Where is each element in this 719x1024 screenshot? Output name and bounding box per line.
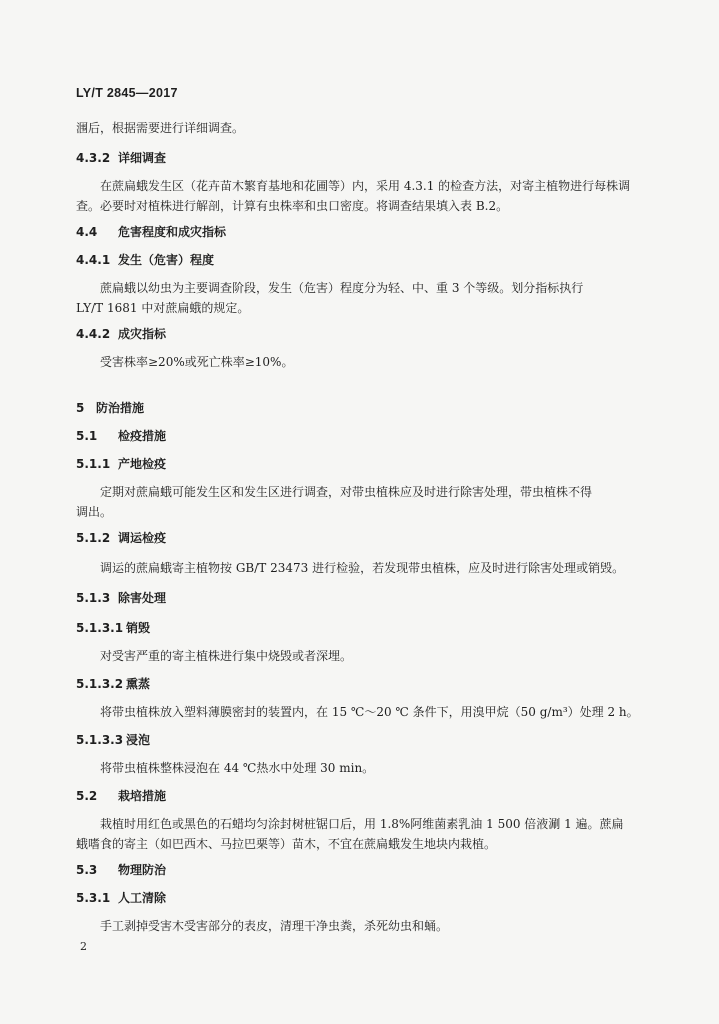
section-heading [76,860,166,880]
paragraph [76,352,638,372]
section-title: 危害程度和成灾指标 [118,225,227,239]
section-title: 物理防治 [118,863,167,877]
section-title: 详细调查 [118,151,167,165]
section-title: 熏蒸 [126,677,151,691]
paragraph [76,558,638,578]
paragraph-line: 涠后，根据需要进行详细调查。 [76,121,245,135]
paragraph-line: 受害株率≥20%或死亡株率≥10%。 [100,355,294,369]
section-heading [76,250,214,270]
section-heading [76,888,166,908]
paragraph-line: 在蔗扁蛾发生区（花卉苗木繁育基地和花圃等）内，采用 4.3.1 的检查方法，对寄主植物进行每株调 [100,179,631,193]
paragraph-line: LY/T 1681 中对蔗扁蛾的规定。 [76,301,250,315]
section-heading [76,222,226,242]
section-number: 5.1.3.3 [76,733,124,747]
section-title: 检疫措施 [118,429,167,443]
section-title: 发生（危害）程度 [118,253,215,267]
paragraph [76,646,638,666]
paragraph [76,758,638,778]
section-title: 产地检疫 [118,457,167,471]
paragraph [76,118,638,138]
section-number: 5.2 [76,789,98,803]
paragraph-line: 手工剥掉受害木受害部分的表皮，清理干净虫粪，杀死幼虫和蛹。 [100,919,449,933]
section-title: 除害处理 [118,591,167,605]
section-title: 调运检疫 [118,531,167,545]
section-number: 4.4.2 [76,327,111,341]
section-title: 浸泡 [126,733,151,747]
paragraph-line: 将带虫植株放入塑料薄膜密封的装置内，在 15 ℃～20 ℃ 条件下，用溴甲烷（50 g/m³）处理 2 h。 [100,705,639,719]
section-heading [76,618,150,638]
section-number: 5 [76,401,85,415]
section-number: 5.1.1 [76,457,111,471]
section-number: 5.3 [76,863,98,877]
section-heading [76,528,166,548]
section-title: 人工清除 [118,891,167,905]
section-heading [76,730,150,750]
paragraph-line: 查。必要时对植株进行解剖，计算有虫株率和虫口密度。将调查结果填入表 B.2。 [76,199,509,213]
section-number: 5.1.2 [76,531,111,545]
section-number: 5.1.3.2 [76,677,124,691]
section-title: 成灾指标 [118,327,167,341]
paragraph-line: 对受害严重的寄主植株进行集中烧毁或者深埋。 [100,649,353,663]
section-number: 4.3.2 [76,151,111,165]
paragraph [76,916,638,936]
paragraph-line: 栽植时用红色或黑色的石蜡均匀涂封树桩锯口后，用 1.8%阿维菌素乳油 1 500 倍液涮 1 遍。蔗扁 [100,817,624,831]
paragraph [76,176,638,216]
section-heading [76,426,166,446]
section-number: 5.1.3.1 [76,621,124,635]
section-title: 防治措施 [96,401,145,415]
section-number: 5.1 [76,429,98,443]
section-number: 4.4 [76,225,98,239]
paragraph-line: 调运的蔗扁蛾寄主植物按 GB/T 23473 进行检验，若发现带虫植株，应及时进行除害处理或销毁。 [100,561,625,575]
paragraph-line: 蔗扁蛾以幼虫为主要调查阶段，发生（危害）程度分为轻、中、重 3 个等级。划分指标执行 [100,281,584,295]
paragraph-line: 蛾嗜食的寄主（如巴西木、马拉巴栗等）苗木，不宜在蔗扁蛾发生地块内栽植。 [76,837,497,851]
paragraph-line: 调出。 [76,505,113,519]
section-heading [76,454,166,474]
section-heading [76,398,144,418]
section-title: 销毁 [126,621,151,635]
section-number: 4.4.1 [76,253,111,267]
section-heading [76,786,166,806]
paragraph [76,482,638,522]
section-number: 5.3.1 [76,891,111,905]
section-heading [76,588,166,608]
paragraph [76,702,638,722]
section-heading [76,148,166,168]
page-number: 2 [80,940,87,953]
paragraph-line: 将带虫植株整株浸泡在 44 ℃热水中处理 30 min。 [100,761,375,775]
paragraph [76,814,638,854]
paragraph-line: 定期对蔗扁蛾可能发生区和发生区进行调查，对带虫植株应及时进行除害处理，带虫植株不得 [100,485,593,499]
standard-code-header: LY/T 2845—2017 [76,86,178,100]
section-heading [76,324,166,344]
section-number: 5.1.3 [76,591,111,605]
paragraph [76,278,638,318]
section-title: 栽培措施 [118,789,167,803]
section-heading [76,674,150,694]
